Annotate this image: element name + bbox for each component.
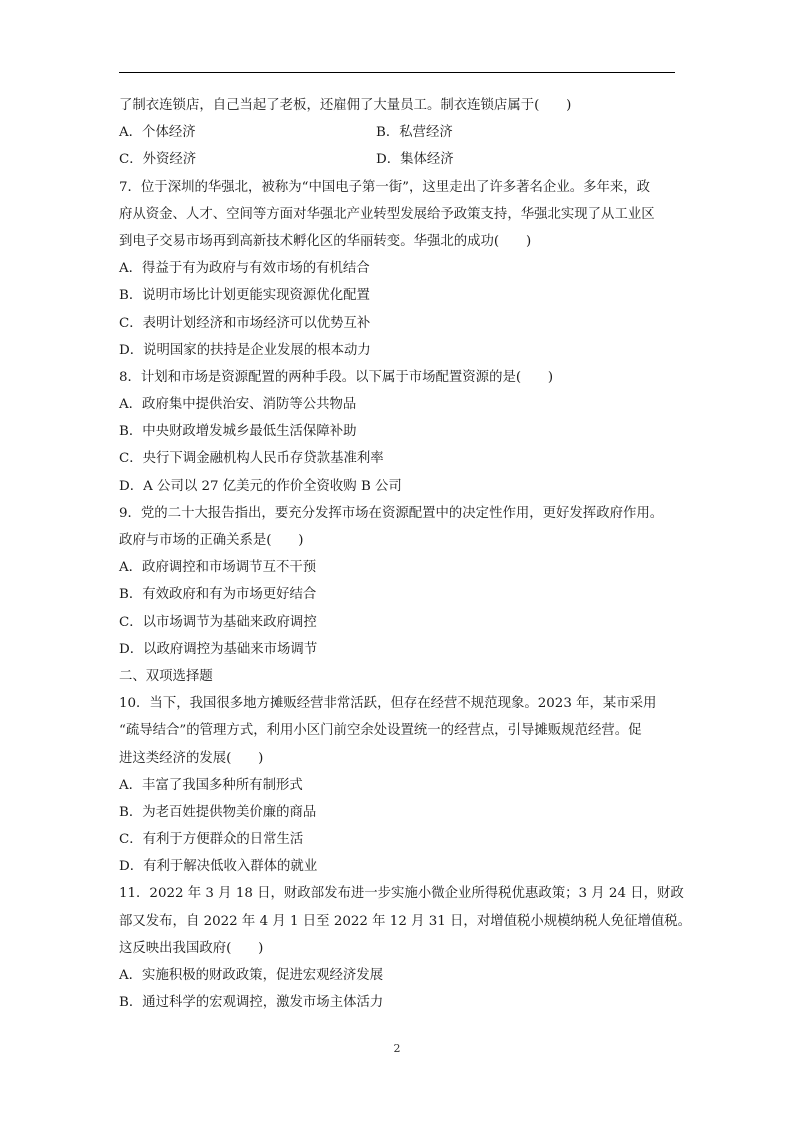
question-6-stem-continued: 了制衣连锁店，自己当起了老板，还雇佣了大量员工。制衣连锁店属于( ) — [119, 98, 572, 113]
question-10-option-d: D．有利于解决低收入群体的就业 — [119, 859, 318, 875]
question-8-option-d: D．A 公司以 27 亿美元的作价全资收购 B 公司 — [119, 478, 402, 494]
question-9-option-b: B．有效政府和有为市场更好结合 — [119, 587, 317, 603]
question-7-option-a: A．得益于有为政府与有效市场的有机结合 — [119, 261, 370, 277]
question-6-options-row-1 — [119, 119, 679, 146]
question-10-option-c: C．有利于方便群众的日常生活 — [119, 832, 304, 848]
question-7-option-d: D．说明国家的扶持是企业发展的根本动力 — [119, 342, 371, 358]
question-6-option-a: A．个体经济 — [119, 125, 196, 141]
question-9-option-a: A．政府调控和市场调节互不干预 — [119, 560, 317, 576]
question-11-option-a: A．实施积极的财政政策，促进宏观经济发展 — [119, 968, 384, 983]
question-10-option-b: B．为老百姓提供物美价廉的商品 — [119, 804, 317, 820]
question-6-options-row-2 — [119, 146, 679, 173]
question-8-option-c: C．央行下调金融机构人民币存贷款基准利率 — [119, 451, 384, 467]
question-11-option-b: B．通过科学的宏观调控，激发市场主体活力 — [119, 995, 384, 1011]
question-10-stem: 进这类经济的发展( ) — [119, 750, 264, 766]
question-8-stem: 8．计划和市场是资源配置的两种手段。以下属于市场配置资源的是( ) — [119, 369, 554, 385]
question-7-stem: 到电子交易市场再到高新技术孵化区的华丽转变。华强北的成功( ) — [119, 233, 532, 249]
question-9-option-c: C．以市场调节为基础来政府调控 — [119, 614, 317, 630]
question-6-option-b: B．私营经济 — [376, 125, 453, 141]
document-body — [119, 92, 692, 1016]
question-9-stem: 政府与市场的正确关系是( ) — [119, 533, 304, 548]
question-10-stem: “疏导结合”的管理方式，利用小区门前空余处设置统一的经营点，引导摊贩规范经营。促 — [119, 723, 642, 739]
question-9-stem: 9．党的二十大报告指出，要充分发挥市场在资源配置中的决定性作用，更好发挥政府作用。 — [119, 505, 664, 521]
question-11-stem: 这反映出我国政府( ) — [119, 940, 264, 956]
question-11-stem: 11．2022 年 3 月 18 日，财政部发布进一步实施小微企业所得税优惠政策；3 月 24 日，财政 — [119, 886, 684, 902]
question-7-stem: 7．位于深圳的华强北，被称为“中国电子第一街”，这里走出了许多著名企业。多年来，政 — [119, 179, 651, 195]
question-9-option-d: D．以政府调控为基础来市场调节 — [119, 641, 318, 657]
question-11-stem: 部又发布，自 2022 年 4 月 1 日至 2022 年 12 月 31 日，对增值税小规模纳税人免征增值税。 — [119, 913, 692, 929]
question-10-option-a: A．丰富了我国多种所有制形式 — [119, 777, 303, 793]
section-heading: 二、双项选择题 — [119, 668, 213, 684]
header-rule — [119, 72, 675, 73]
question-8-option-b: B．中央财政增发城乡最低生活保障补助 — [119, 424, 357, 440]
page-number: 2 — [393, 1042, 401, 1055]
question-6-option-c: C．外资经济 — [119, 152, 197, 168]
question-7-option-c: C．表明计划经济和市场经济可以优势互补 — [119, 315, 371, 331]
question-8-option-a: A．政府集中提供治安、消防等公共物品 — [119, 397, 357, 413]
question-10-stem: 10．当下，我国很多地方摊贩经营非常活跃，但存在经营不规范现象。2023 年，某市采用 — [119, 696, 657, 712]
question-6-option-d: D．集体经济 — [376, 152, 454, 168]
question-7-option-b: B．说明市场比计划更能实现资源优化配置 — [119, 288, 370, 304]
question-7-stem: 府从资金、人才、空间等方面对华强北产业转型发展给予政策支持，华强北实现了从工业区 — [119, 206, 655, 222]
